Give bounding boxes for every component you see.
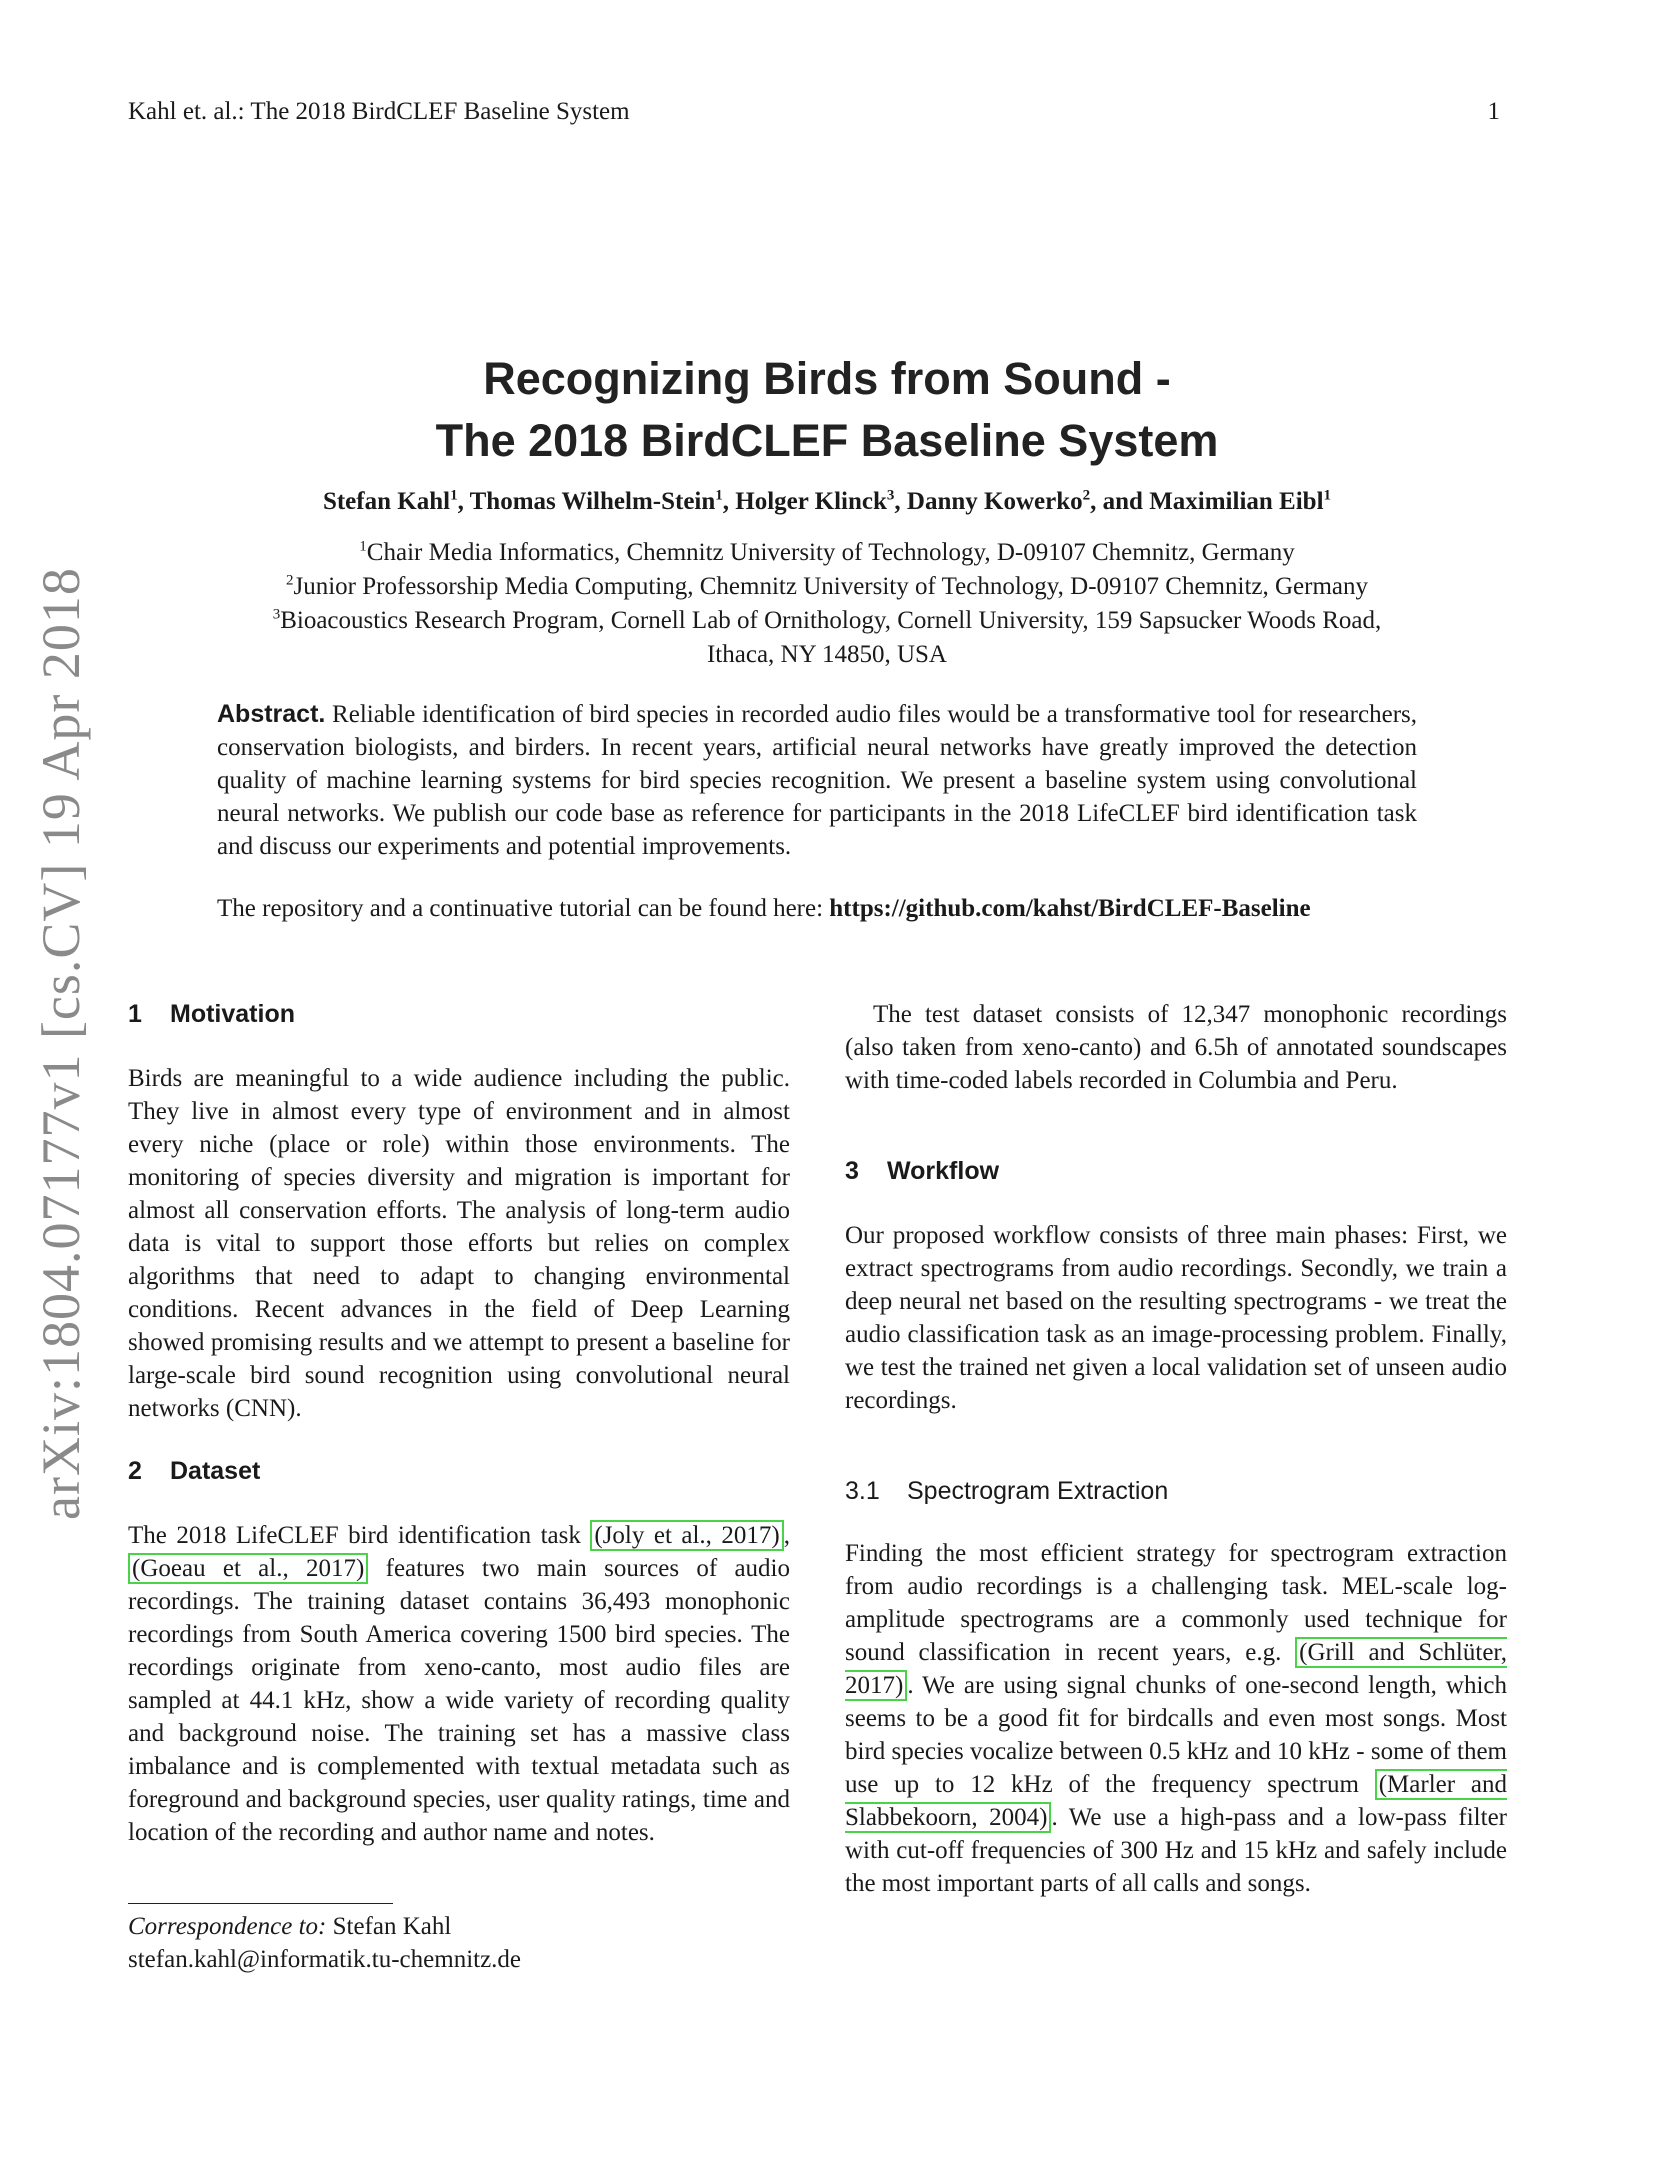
abstract-text: Reliable identification of bird species in recorded audio files would be a transformative tool for researchers, conservation biologists, and birders. In recent years, artificial neural networks have greatly improved the detection quality of machine learning systems for bird species recognition. We present a baseline system using convolutional neural networks. We publish our code base as reference for participants in the 2018 LifeCLEF bird identification task and discuss our experiments and potential improvements. bbox=[217, 701, 1418, 860]
title-line-1: Recognizing Birds from Sound - bbox=[483, 353, 1171, 404]
affiliation-2 bbox=[0, 570, 1654, 604]
affiliation-mark: 3 bbox=[272, 606, 281, 623]
affiliation-text: Junior Professorship Media Computing, Chemnitz University of Technology, D-09107 Chemnitz, Germany bbox=[293, 573, 1368, 600]
section-heading-workflow bbox=[845, 1155, 1507, 1188]
author-name: Stefan Kahl bbox=[322, 488, 451, 515]
motivation-paragraph: Birds are meaningful to a wide audience including the public. They live in almost every type of environment and in almost every niche (place or role) within those environments. The monitoring of species diversity and migration is important for almost all conservation efforts. The analysis of long-term audio data is vital to support those efforts but relies on complex algorithms that need to adapt to changing environmental conditions. Recent advances in the field of Deep Learning showed promising results and we attempt to present a baseline for large-scale bird sound recognition using convolutional neural networks (CNN). bbox=[128, 1065, 790, 1422]
title-line-2: The 2018 BirdCLEF Baseline System bbox=[435, 415, 1219, 466]
affiliation-text: Ithaca, NY 14850, USA bbox=[706, 641, 947, 668]
text-run: Finding the most efficient strategy for spectrogram extraction from audio recordings is a challenging task. MEL-scale log-amplitude spectrograms are a commonly used technique for sound classification in recent years, e.g. bbox=[845, 1540, 1507, 1666]
citation-link[interactable]: (Joly et al., 2017) bbox=[590, 1520, 783, 1551]
section-heading-dataset bbox=[128, 1455, 790, 1488]
text-run: , bbox=[783, 1522, 790, 1549]
affiliation-text: Chair Media Informatics, Chemnitz University of Technology, D-09107 Chemnitz, Germany bbox=[366, 539, 1295, 566]
footnote-label: Correspondence to: bbox=[128, 1913, 327, 1940]
affiliation-3 bbox=[0, 604, 1654, 638]
author-affiliation-mark: 3 bbox=[886, 487, 895, 504]
author-name: Thomas Wilhelm-Stein bbox=[469, 488, 716, 515]
section-title: Motivation bbox=[170, 1000, 295, 1028]
page-number: 1 bbox=[1487, 98, 1500, 125]
left-column bbox=[128, 998, 790, 1849]
section-number: 2 bbox=[128, 1457, 142, 1485]
author-affiliation-mark: 2 bbox=[1082, 487, 1091, 504]
text-run: . We use a high-pass and a low-pass filter with cut-off frequencies of 300 Hz and 15 kHz and safely include the most important parts of all calls and songs. bbox=[845, 1804, 1507, 1897]
paper-title bbox=[0, 348, 1654, 472]
repository-note bbox=[217, 895, 1437, 923]
section-heading-motivation bbox=[128, 998, 790, 1031]
dataset-test-paragraph: The test dataset consists of 12,347 monophonic recordings (also taken from xeno-canto) and 6.5h of annotated soundscapes with time-coded labels recorded in Columbia and Peru. bbox=[845, 1001, 1507, 1094]
text-run: The 2018 LifeCLEF bird identification task bbox=[128, 1522, 591, 1549]
affiliation-mark: 2 bbox=[286, 572, 294, 589]
spectrogram-paragraph bbox=[845, 1537, 1507, 1900]
citation-link[interactable]: (Grill and Schlüter, 2017) bbox=[845, 1639, 1507, 1699]
text-run: . We are using signal chunks of one-second length, which seems to be a good fit for birdcalls and even most songs. Most bird species vocalize between 0.5 kHz and 10 kHz - some of them use up to 12 kHz of the frequency spectrum bbox=[845, 1672, 1507, 1798]
author-separator: , bbox=[722, 488, 736, 515]
abstract bbox=[217, 698, 1417, 863]
text-run: features two main sources of audio recordings. The training dataset contains 36,493 monophonic recordings from South America covering 1500 bird species. The recordings originate from xeno-canto, most audio files are sampled at 44.1 kHz, show a wide variety of recording quality and background noise. The training set has a massive class imbalance and is complemented with textual metadata such as foreground and background species, user quality ratings, time and location of the recording and author name and notes. bbox=[128, 1555, 790, 1846]
affiliation-3-cont bbox=[0, 638, 1654, 672]
footnote-rule bbox=[128, 1903, 393, 1904]
footnote-name: Stefan Kahl bbox=[326, 1913, 452, 1940]
subsection-title: Spectrogram Extraction bbox=[907, 1477, 1169, 1505]
dataset-paragraph bbox=[128, 1519, 790, 1849]
affiliations bbox=[0, 536, 1654, 672]
affiliation-text: Bioacoustics Research Program, Cornell Lab of Ornithology, Cornell University, 159 Sapsucker Woods Road, bbox=[280, 607, 1382, 634]
repository-text: The repository and a continuative tutorial can be found here: bbox=[217, 895, 830, 922]
author-separator: , and bbox=[1090, 488, 1150, 515]
author-list bbox=[0, 488, 1654, 516]
workflow-paragraph: Our proposed workflow consists of three main phases: First, we extract spectrograms from audio recordings. Secondly, we train a deep neural net based on the resulting spectrograms - we treat the audio classification task as an image-processing problem. Finally, we test the trained net given a local validation set of unseen audio recordings. bbox=[845, 1222, 1507, 1414]
footnote-email[interactable]: stefan.kahl@informatik.tu-chemnitz.de bbox=[128, 1946, 522, 1973]
section-number: 3 bbox=[845, 1157, 859, 1185]
citation-link[interactable]: (Goeau et al., 2017) bbox=[128, 1553, 368, 1584]
subsection-number: 3.1 bbox=[845, 1477, 880, 1505]
author-name: Maximilian Eibl bbox=[1149, 488, 1324, 515]
section-title: Workflow bbox=[887, 1157, 1000, 1185]
author-affiliation-mark: 1 bbox=[1323, 487, 1332, 504]
section-title: Dataset bbox=[170, 1457, 261, 1485]
correspondence-footnote bbox=[128, 1910, 521, 1976]
author-separator: , bbox=[894, 488, 907, 515]
author-separator: , bbox=[457, 488, 470, 515]
right-column bbox=[845, 998, 1507, 1900]
author-affiliation-mark: 1 bbox=[715, 487, 723, 504]
subsection-heading-spectrogram bbox=[845, 1475, 1507, 1508]
affiliation-1 bbox=[0, 536, 1654, 570]
author-name: Holger Klinck bbox=[735, 488, 887, 515]
repository-link[interactable]: https://github.com/kahst/BirdCLEF-Baseline bbox=[829, 895, 1311, 922]
author-affiliation-mark: 1 bbox=[450, 487, 458, 504]
abstract-label: Abstract. bbox=[217, 700, 326, 728]
citation-link[interactable]: (Marler and Slabbekoorn, 2004) bbox=[845, 1771, 1507, 1831]
arxiv-identifier[interactable]: arXiv:1804.07177v1 [cs.CV] 19 Apr 2018 bbox=[31, 567, 91, 1520]
affiliation-mark: 1 bbox=[359, 538, 367, 555]
author-name: Danny Kowerko bbox=[906, 488, 1083, 515]
section-number: 1 bbox=[128, 1000, 142, 1028]
running-head: Kahl et. al.: The 2018 BirdCLEF Baseline System bbox=[128, 98, 630, 125]
